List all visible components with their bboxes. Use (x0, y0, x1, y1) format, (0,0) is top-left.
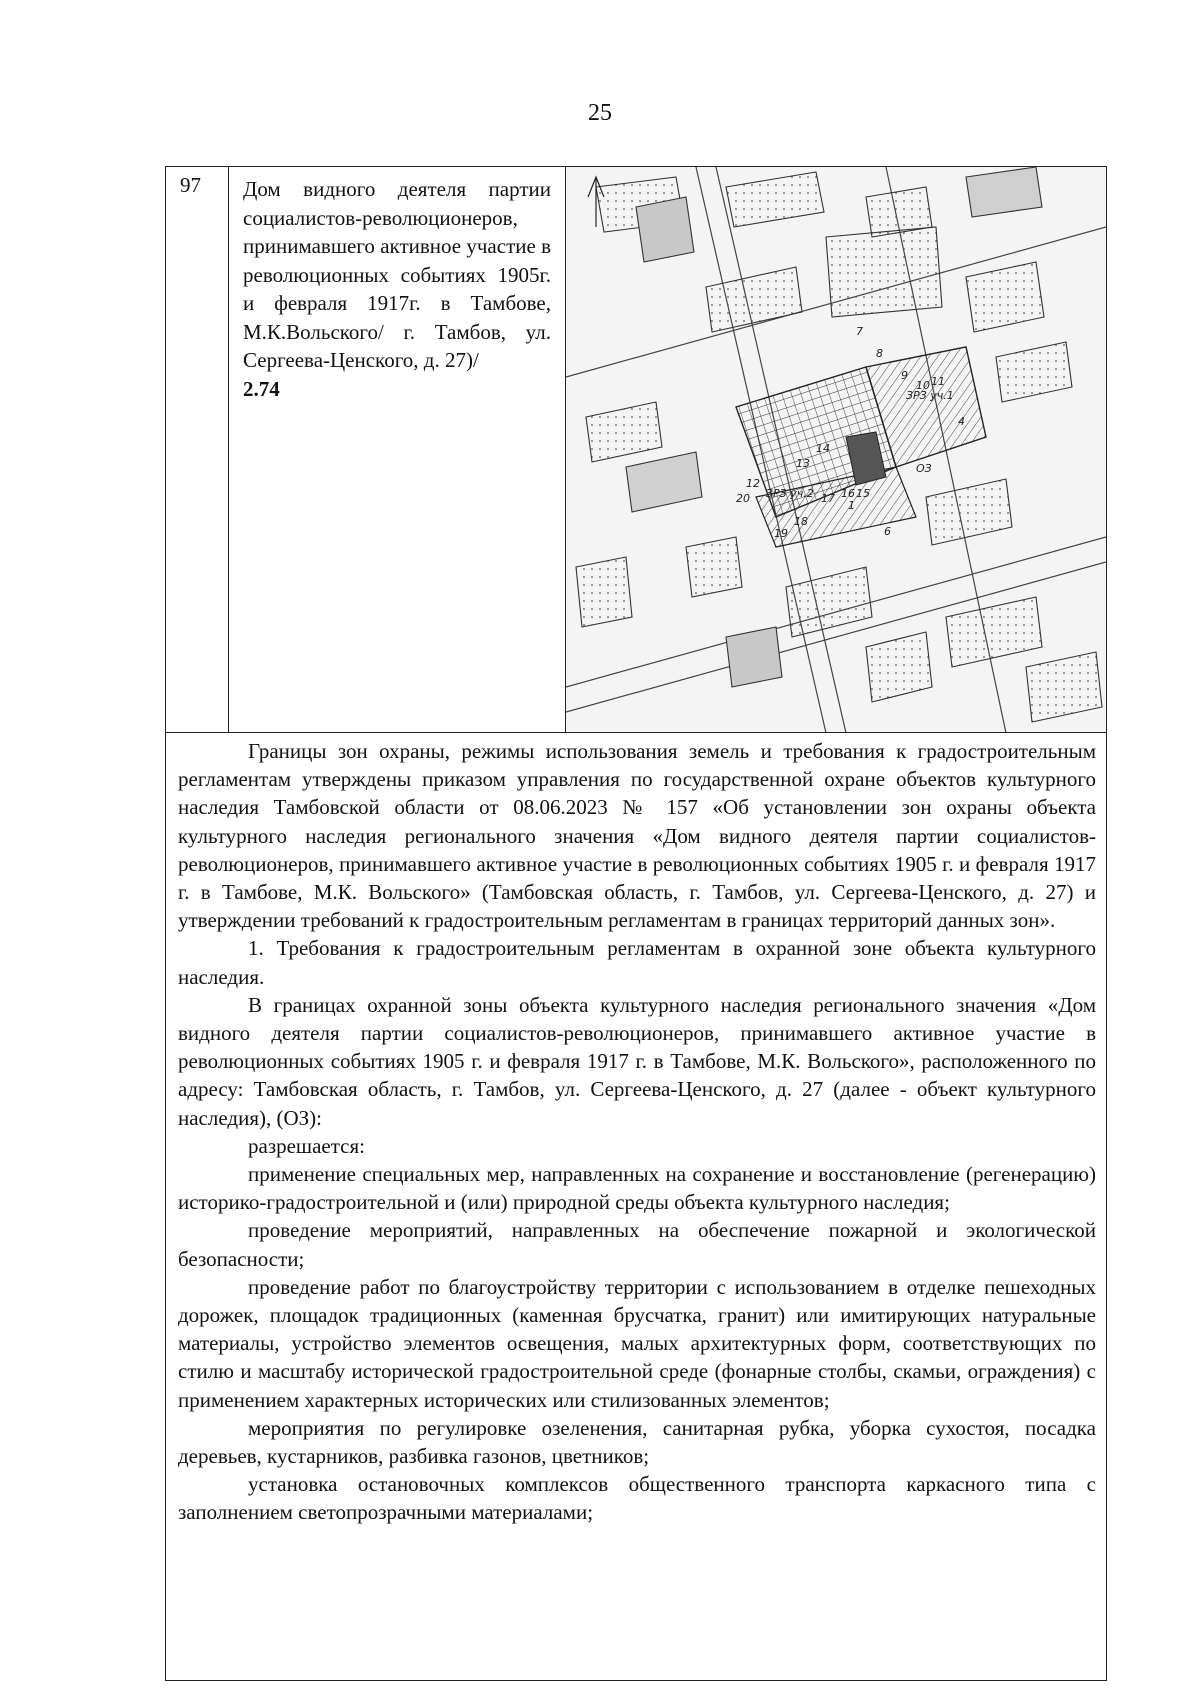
entry-number: 97 (166, 167, 229, 732)
map-label: 9 (901, 369, 908, 382)
map-label: 8 (876, 347, 883, 360)
map-label: ЗРЗ уч.2 (766, 487, 814, 500)
map-label: 4 (958, 415, 965, 428)
page-number: 25 (588, 100, 612, 126)
entry-description (229, 167, 566, 732)
map-label: 6 (884, 525, 891, 538)
map-label: 13 (796, 457, 810, 470)
map-label: 15 (856, 487, 870, 500)
map-label: 11 (931, 375, 945, 388)
paragraph: проведение мероприятий, направленных на обеспечение пожарной и экологической безопасности; (178, 1218, 1096, 1271)
paragraph: 1. Требования к градостроительным регламентам в охранной зоне объекта культурного наследия. (178, 936, 1096, 989)
paragraph: применение специальных мер, направленных на сохранение и восстановление (регенерацию) историко-градостроительной и (или) природной среды объекта культурного наследия; (178, 1162, 1096, 1215)
map-label: 16 (841, 487, 855, 500)
paragraph: разрешается: (248, 1133, 365, 1158)
map-label: 19 (774, 527, 788, 540)
map-label: 17 (821, 492, 835, 505)
table-row (166, 167, 1106, 733)
paragraph: В границах охранной зоны объекта культурного наследия регионального значения «Дом видного деятеля партии социалистов-революционеров, принимавшего активное участие в революционных событиях 1905 г. и февраля 1917 г. в Тамбове, М.К. Вольского», расположенного по адресу: Тамбовская область, г. Тамбов, ул. Сергеева-Ценского, д. 27 (далее - объект культурного наследия), (ОЗ): (178, 992, 1096, 1130)
map-label: 20 (736, 492, 750, 505)
paragraph: Границы зон охраны, режимы использования земель и требования к градостроительным регламентам утверждены приказом управления по государственной охране объектов культурного наследия Тамбовской области от 08.06.2023 № 157 «Об установлении зон охраны объекта культурного наследия регионального значения «Дом видного деятеля партии социалистов-революционеров, принимавшего активное участие в революционных событиях 1905 г. и февраля 1917 г. в Тамбове, М.К. Вольского» (Тамбовская область, г. Тамбов, ул. Сергеева-Ценского, д. 27) и утверждении требований к градостроительным регламентам в границах территорий данных зон». (178, 739, 1096, 933)
map-label: ОЗ (916, 462, 932, 475)
map-label: 1 (848, 499, 855, 512)
paragraph: установка остановочных комплексов общественного транспорта каркасного типа с заполнением светопрозрачными материалами; (178, 1472, 1096, 1525)
heritage-table (165, 166, 1107, 1681)
map-label: 7 (856, 325, 863, 338)
requirements-text (166, 733, 1106, 1680)
entry-title: Дом видного деятеля партии социалистов-революционеров, принимавшего активное участие в революционных событиях 1905г. и февраля 1917г. в Тамбове, М.К.Вольского/ г. Тамбов, ул. Сергеева-Ценского, д. 27)/ (243, 177, 551, 372)
paragraph: проведение работ по благоустройству территории с использованием в отделке пешеходных дорожек, площадок традиционных (каменная брусчатка, гранит) или имитирующих натуральные материалы, устройство элементов освещения, малых архитектурных форм, соответствующих по стилю и масштабу исторической градостроительной среде (фонарные столбы, скамьи, ограждения) с применением характерных исторических или стилизованных элементов; (178, 1274, 1096, 1412)
paragraph: мероприятия по регулировке озеленения, санитарная рубка, уборка сухостоя, посадка деревьев, кустарников, разбивка газонов, цветников; (178, 1415, 1096, 1469)
entry-code: 2.74 (243, 376, 280, 401)
map-label: 14 (816, 442, 830, 455)
map-label: 18 (794, 515, 808, 528)
map-label: ЗРЗ уч.1 (906, 389, 954, 402)
map-label: 12 (746, 477, 760, 490)
site-plan-map (566, 167, 1106, 732)
site-plan-svg (566, 167, 1106, 732)
map-label: 10 (916, 379, 930, 392)
